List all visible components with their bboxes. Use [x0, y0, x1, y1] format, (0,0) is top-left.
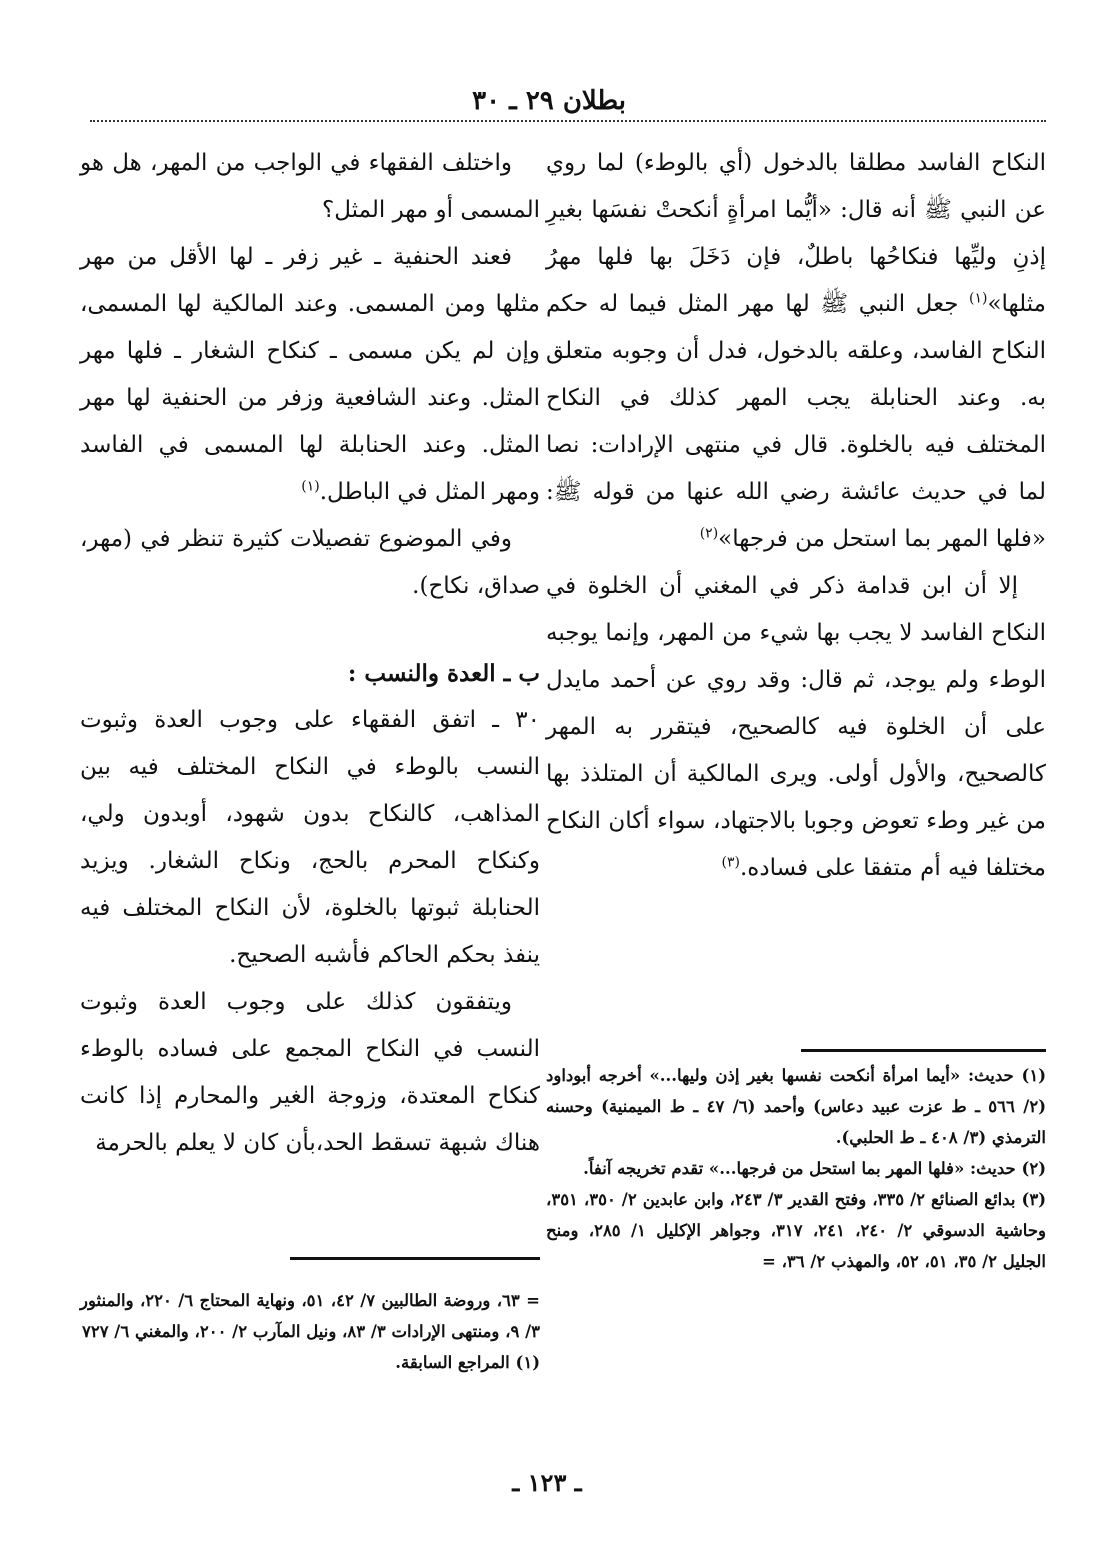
paragraph: وفي الموضوع تفصيلات كثيرة تنظر في (مهر، صداق، نكاح).: [80, 526, 540, 599]
right-column: [546, 140, 1046, 892]
footnotes-right: [546, 1060, 1046, 1277]
paragraph: [546, 563, 1046, 892]
page-number: ـ ١٢٣ ـ: [512, 1468, 582, 1497]
footnotes-left: [80, 1285, 540, 1378]
footnote-ref: (٢): [699, 525, 719, 542]
paragraph: ويتفقون كذلك على وجوب العدة وثبوت النسب في النكاح المجمع على فساده بالوطء كنكاح المعتدة، وزوجة الغير والمحارم إذا كانت هناك شبهة تسقط الحد،بأن كان لا يعلم بالحرمة: [80, 989, 540, 1156]
footnote-ref: (٣): [721, 854, 740, 871]
page-title: بطلان ٢٩ ـ ٣٠: [472, 86, 626, 116]
section-heading: ب ـ العدة والنسب :: [347, 660, 540, 687]
left-column: [80, 140, 540, 1167]
paragraph: [546, 140, 1046, 563]
footnote: (٢) حديث: «فلها المهر بما استحل من فرجها...» تقدم تخريجه آنفاً.: [583, 1159, 1046, 1178]
footnote-ref: (١): [968, 290, 988, 307]
paragraph: [80, 234, 540, 516]
paragraph: ٣٠ ـ اتفق الفقهاء على وجوب العدة وثبوت النسب بالوطء في النكاح المختلف فيه بين المذاهب، كالنكاح بدون شهود، أوبدون ولي، وكنكاح المحرم بالحج، ونكاح الشغار. ويزيد الحنابلة ثبوتها بالخلوة، لأن النكاح المختلف فيه ينفذ بحكم الحاكم فأشبه الصحيح.: [80, 707, 540, 968]
page-header: [90, 84, 1046, 122]
footnote: (٣) بدائع الصنائع ٢/ ٣٣٥، وفتح القدير ٣/ ٢٤٣، وابن عابدين ٢/ ٣٥٠، ٣٥١، وحاشية الدسوقي ٢/ ٢٤٠، ٢٤١، ٣١٧، وجواهر الإكليل ١/ ٢٨٥، ومنح الجليل ٢/ ٣٥، ٥١، ٥٢، والمهذب ٢/ ٣٦، =: [546, 1190, 1046, 1271]
footnote: = ٦٣، وروضة الطالبين ٧/ ٤٢، ٥١، ونهاية المحتاج ٦/ ٢٢٠، والمنثور ٣/ ٩، ومنتهى الإرادات ٣/ ٨٣، ونيل المآرب ٢/ ٢٠٠، والمغني ٦/ ٧٢٧: [80, 1291, 540, 1341]
footnote-divider: [290, 1257, 540, 1260]
text: جعل النبي ﷺ لها مهر المثل فيما له حكم النكاح الفاسد، وعلقه بالدخول، فدل أن وجوبه متعلق به. وعند الحنابلة يجب المهر كذلك في النكاح المختلف فيه بالخلوة. قال في منتهى الإرادات: نصا لما في حديث عائشة رضي الله عنها من قوله ﷺ: «فلها المهر بما استحل من فرجها»: [546, 291, 1046, 552]
text: إلا أن ابن قدامة ذكر في المغني أن الخلوة في النكاح الفاسد لا يجب بها شيء من المهر، وإنما يوجبه الوطء ولم يوجد، ثم قال: وقد روي عن أحمد مايدل على أن الخلوة فيه كالصحيح، فيتقرر به المهر كالصحيح، والأول أولى. ويرى المالكية أن المتلذذ بها من غير وطء تعوض وجوبا بالاجتهاد، سواء أكان النكاح مختلفا فيه أم متفقا على فساده.: [546, 573, 1046, 881]
footnote-divider: [801, 1049, 1046, 1052]
footnote: (١) حديث: «أيما امرأة أنكحت نفسها بغير إذن وليها...» أخرجه أبوداود (٢/ ٥٦٦ ـ ط عزت عبيد دعاس) وأحمد (٦/ ٤٧ ـ ط الميمنية) وحسنه الترمذي (٣/ ٤٠٨ ـ ط الحلبي).: [546, 1066, 1046, 1147]
footnote: (١) المراجع السابقة.: [395, 1353, 540, 1372]
paragraph: واختلف الفقهاء في الواجب من المهر، هل هو المسمى أو مهر المثل؟: [80, 150, 540, 223]
text: فعند الحنفية ـ غير زفر ـ لها الأقل من مهر مثلها ومن المسمى. وعند المالكية لها المسمى، وإن لم يكن مسمى ـ كنكاح الشغار ـ فلها مهر المثل. وعند الشافعية وزفر من الحنفية لها مهر المثل. وعند الحنابلة لها المسمى في الفاسد ومهر المثل في الباطل.: [80, 244, 541, 505]
footnote-ref: (١): [301, 478, 320, 495]
text: النكاح الفاسد مطلقا بالدخول (أي بالوطء) لما روي عن النبي ﷺ أنه قال: «أيُّما امرأةٍ أنكحتْ نفسَها بغيرِ إذنِ وليِّها فنكاحُها باطلٌ، فإن دَخَلَ بها فلها مهرُ مثلها»: [546, 150, 1046, 317]
